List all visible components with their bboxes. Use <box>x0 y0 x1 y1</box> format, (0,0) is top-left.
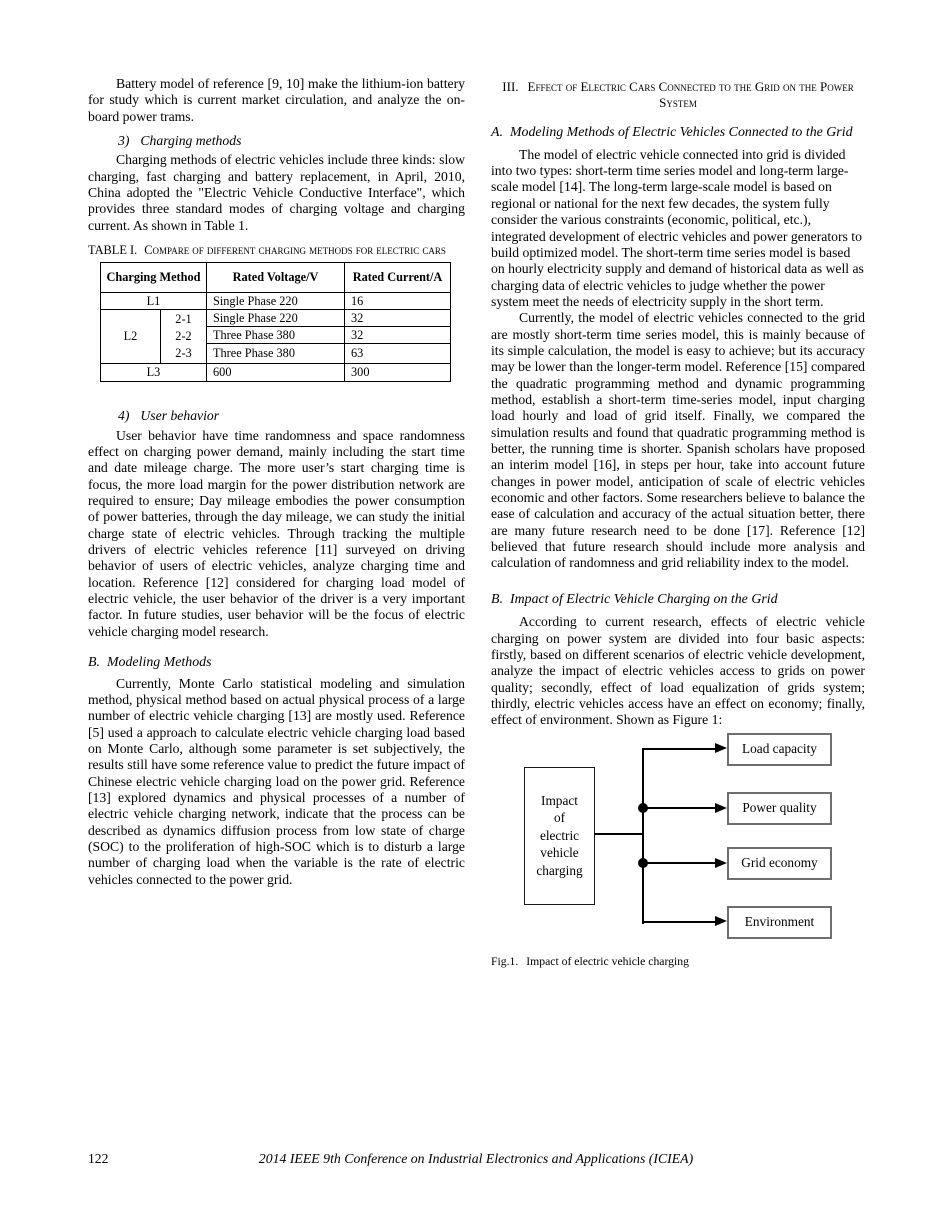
paragraph-currently: Currently, the model of electric vehicles connected to the grid are mostly short-term time series model, this is mainly because of its simple calculation, the model is easy to achieve; but its accuracy may be lower than the longer-term model. Reference [15] compared the quadratic programming method and dynamic programming method, establish a short-term time-series model, input charging load hourly and load of grid itself. Finally, we compared the simulation results and found that quadratic programming method is better, the running time is shorter. Spanish scholars have proposed an interim model [16], in steps per hour, take into account future changes in power model, anticipation of scale of electric vehicles economic and other factors. Some researchers believe to balance the ease of calculation and accuracy of the actual situation better, there are many future research need to be done [17]. Reference [12] believed that future research should include more analysis and calculation of randomness and grid reliability index to the model. <box>491 310 865 571</box>
table-caption <box>88 243 465 258</box>
figure-caption-label: Fig.1. <box>491 954 519 968</box>
source-box-line: Impact <box>541 792 578 808</box>
impact-source-box <box>524 767 595 905</box>
paragraph-battery-model: Battery model of reference [9, 10] make the lithium-ion battery for study which is current market circulation, and analyze the on-board power trams. <box>88 76 465 124</box>
cell-voltage: Single Phase 220 <box>207 293 345 310</box>
branch-line <box>643 862 716 864</box>
cell-l2-subtypes <box>161 310 207 364</box>
paragraph-user-behavior: User behavior have time randomness and space randomness effect on charging power demand, mainly including the start time and date mileage charge. The more user’s start charging time is focus, the more load margin for the power distribution network are required to ensure; Day mileage embodies the power consumption of power batteries, through the day mileage, we can study the initial charge state of electric vehicles. Through tracking the multiple drivers of electric vehicles reference [11] surveyed on driving behavior of users of electric vehicles, analyze charging time and location. Reference [12] considered for charging load model of electric vehicle, the user behavior of the driver is a very important factor. In future studies, user behavior will be the focus of electric vehicle charging model research. <box>88 427 465 639</box>
heading-number: 3) <box>118 133 130 149</box>
cell-current: 300 <box>345 364 451 382</box>
section-iii-heading <box>491 79 865 110</box>
heading-number: 4) <box>118 408 130 424</box>
cell-current: 32 <box>345 327 451 344</box>
cell-voltage: Three Phase 380 <box>207 344 345 364</box>
cell-voltage: 600 <box>207 364 345 382</box>
cell-method-l2: L2 <box>101 310 161 364</box>
paragraph-according: According to current research, effects of electric vehicle charging on power system are divided into four basic aspects: firstly, based on different scenarios of electric vehicle development, analyze the impact of electric vehicles access to grids on power quality; secondly, effect of load equalization of grids system; thirdly, electric vehicles access have an effect on economy; finally, effect of environment. Shown as Figure 1: <box>491 614 865 728</box>
heading-text: Modeling Methods <box>106 655 212 671</box>
source-box-line: of <box>553 810 566 826</box>
figure-caption <box>491 955 865 969</box>
col-header-method: Charging Method <box>101 263 207 293</box>
figure-caption-text: Impact of electric vehicle charging <box>526 954 689 968</box>
connector-line <box>594 833 643 835</box>
left-column <box>88 76 465 888</box>
col-header-voltage: Rated Voltage/V <box>207 263 345 293</box>
charging-methods-table <box>100 262 451 382</box>
heading-a-modeling <box>491 125 865 142</box>
table-header-row <box>101 263 451 293</box>
arrow-icon <box>715 803 727 813</box>
heading-charging-methods <box>118 133 465 149</box>
branch-line <box>643 921 716 923</box>
heading-text: Modeling Methods of Electric Vehicles Connected to the Grid <box>509 125 853 141</box>
subtype-label: 2-2 <box>175 329 192 344</box>
junction-dot <box>638 858 648 868</box>
col-header-current: Rated Current/A <box>345 263 451 293</box>
cell-method-l1: L1 <box>101 293 207 310</box>
grid-economy-box: Grid economy <box>727 847 832 880</box>
load-capacity-box: Load capacity <box>727 733 832 766</box>
footer-conference-title: 2014 IEEE 9th Conference on Industrial Electronics and Applications (ICIEA) <box>258 1151 694 1166</box>
paragraph-charging-methods: Charging methods of electric vehicles include three kinds: slow charging, fast charging and battery replacement, in April, 2010, China adopted the "Electric Vehicle Conductive Interface", which provides three standard modes of charging voltage and charging current. As shown in Table 1. <box>88 152 465 233</box>
heading-text: Impact of Electric Vehicle Charging on the Grid <box>509 591 778 607</box>
paragraph-modeling-methods: Currently, Monte Carlo statistical modeling and simulation method, physical method based on actual physical process of a large number of electric vehicle charging [13] are mostly used. Reference [5] used a approach to calculate electric vehicle charging load based on Monte Carlo, although some parameter is set subjectively, the results still have some reference value to predict the future impact of Chinese electric vehicle charging load on the power grid. Reference [13] explored dynamics and physical processes of a number of electric vehicle charging network, indicate that the process can be described as dynamics diffusion process from low state of charge (SOC) to the proliferation of high-SOC which is to disturb a large number of charging load when the variable is the rate of electric vehicles connected to the power grid. <box>88 675 465 887</box>
junction-dot <box>638 803 648 813</box>
trunk-line <box>642 748 644 924</box>
page-number: 122 <box>88 1151 109 1166</box>
heading-modeling-methods <box>88 655 465 672</box>
cell-current: 16 <box>345 293 451 310</box>
subtype-label: 2-1 <box>175 312 192 327</box>
heading-letter: B. <box>88 655 100 671</box>
subtype-label: 2-3 <box>175 346 192 361</box>
heading-letter: B. <box>491 591 503 607</box>
arrow-icon <box>715 858 727 868</box>
heading-letter: A. <box>491 125 503 141</box>
table-row <box>101 364 451 382</box>
paragraph-model-types: The model of electric vehicle connected into grid is divided into two types: short-term time series model and long-term large-scale model [14]. The long-term large-scale model is based on regional or national for the next few decades, the system fully consider the various constraints (economic, political, etc.), integrated development of electric vehicles and power generators to build optimized model. The short-term time series model is based on hourly electricity supply and demand of historical data as well as charging data of electric vehicles to judge whether the power system meet the needs of electricity supply in the short term. <box>491 146 864 309</box>
cell-current: 32 <box>345 310 451 327</box>
table-caption-text: Compare of different charging methods for electric cars <box>144 243 446 258</box>
arrow-icon <box>715 916 727 926</box>
cell-voltage: Single Phase 220 <box>207 310 345 327</box>
table-row <box>101 293 451 310</box>
branch-line <box>643 807 716 809</box>
source-box-line: electric <box>539 827 580 843</box>
table-row <box>101 310 451 327</box>
table-caption-label: TABLE I. <box>88 243 138 258</box>
branch-line <box>643 748 716 750</box>
environment-box: Environment <box>727 906 832 939</box>
figure-1-diagram <box>491 733 865 941</box>
power-quality-box: Power quality <box>727 792 832 825</box>
arrow-icon <box>715 743 727 753</box>
heading-text: Charging methods <box>140 133 242 149</box>
heading-text: User behavior <box>140 408 220 424</box>
source-box-line: vehicle <box>540 845 579 861</box>
heading-b-impact <box>491 592 865 609</box>
section-number: III. <box>502 79 519 94</box>
heading-user-behavior <box>118 408 465 424</box>
section-title: Effect of Electric Cars Connected to the Grid on the Power System <box>527 79 854 110</box>
cell-method-l3: L3 <box>101 364 207 382</box>
cell-voltage: Three Phase 380 <box>207 327 345 344</box>
cell-current: 63 <box>345 344 451 364</box>
source-box-line: charging <box>536 862 583 878</box>
right-column <box>491 76 865 980</box>
